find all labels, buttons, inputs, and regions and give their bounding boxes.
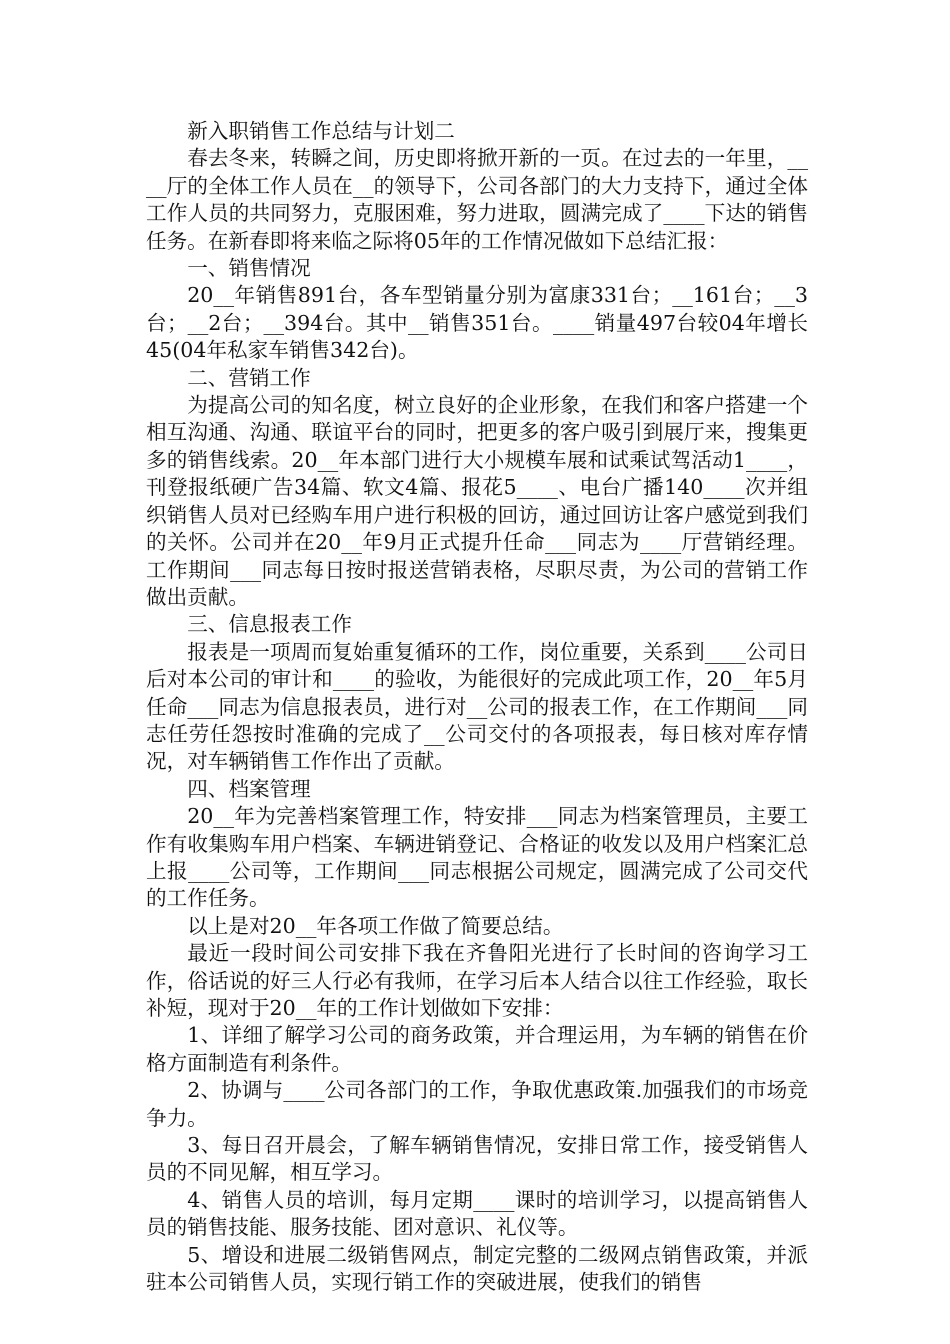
document-page [146,118,808,1296]
plan-item: 5、增设和进展二级销售网点，制定完整的二级网点销售政策，并派驻本公司销售人员，实现行销工作的突破进展，使我们的销售 [146,1242,808,1295]
section-heading-archives: 四、档案管理 [187,776,311,801]
plan-item: 2、协调与____公司各部门的工作，争取优惠政策.加强我们的市场竞争力。 [146,1078,808,1130]
plan-item: 4、销售人员的培训，每月定期____课时的培训学习，以提高销售人员的销售技能、服务技能、团对意识、礼仪等。 [146,1187,808,1240]
plan-item: 1、详细了解学习公司的商务政策，并合理运用，为车辆的销售在价格方面制造有利条件。 [146,1023,808,1075]
summary-paragraph: 以上是对20__年各项工作做了简要总结。 [187,913,564,938]
plan-item: 3、每日召开晨会，了解车辆销售情况，安排日常工作，接受销售人员的不同见解，相互学习。 [146,1133,808,1185]
section-heading-marketing: 二、营销工作 [187,365,311,390]
section-text-archives: 20__年为完善档案管理工作，特安排___同志为档案管理员，主要工作有收集购车用户档案、车辆进销登记、合格证的收发以及用户档案汇总上报____公司等，工作期间___同志根据公司规定，圆满完成了公司交代的工作任务。 [146,804,808,911]
section-heading-reports: 三、信息报表工作 [187,612,352,637]
section-heading-sales: 一、销售情况 [187,256,311,281]
section-text-marketing: 为提高公司的知名度，树立良好的企业形象，在我们和客户搭建一个相互沟通、沟通、联谊平台的同时，把更多的客户吸引到展厅来，搜集更多的销售线索。20__年本部门进行大小规模车展和试乘试驾活动1____，刊登报纸硬广告34篇、软文4篇、报花5____、电台广播140____次并组织销售人员对已经购车用户进行积极的回访，通过回访让客户感觉到我们的关怀。公司并在20__年9月正式提升任命___同志为____厅营销经理。工作期间___同志每日按时报送营销表格，尽职尽责，为公司的营销工作做出贡献。 [146,393,808,609]
section-text-sales: 20__年销售891台，各车型销量分别为富康331台；__161台；__3台；__2台；__394台。其中__销售351台。____销量497台较04年增长45(04年私家车销售342台)。 [146,283,808,363]
plan-intro-paragraph: 最近一段时间公司安排下我在齐鲁阳光进行了长时间的咨询学习工作，俗话说的好三人行必有我师，在学习后本人结合以往工作经验，取长补短，现对于20__年的工作计划做如下安排： [146,941,808,1020]
document-title: 新入职销售工作总结与计划二 [187,119,455,143]
section-text-reports: 报表是一项周而复始重复循环的工作，岗位重要，关系到____公司日后对本公司的审计和____的验收，为能很好的完成此项工作，20__年5月任命___同志为信息报表员，进行对__公司的报表工作，在工作期间___同志任劳任怨按时准确的完成了__公司交付的各项报表，每日核对库存情况，对车辆销售工作作出了贡献。 [146,639,808,774]
intro-paragraph: 春去冬来，转瞬之间，历史即将掀开新的一页。在过去的一年里，____厅的全体工作人员在__的领导下，公司各部门的大力支持下，通过全体工作人员的共同努力，克服困难，努力进取，圆满完成了____下达的销售任务。在新春即将来临之际将05年的工作情况做如下总结汇报： [146,146,808,253]
